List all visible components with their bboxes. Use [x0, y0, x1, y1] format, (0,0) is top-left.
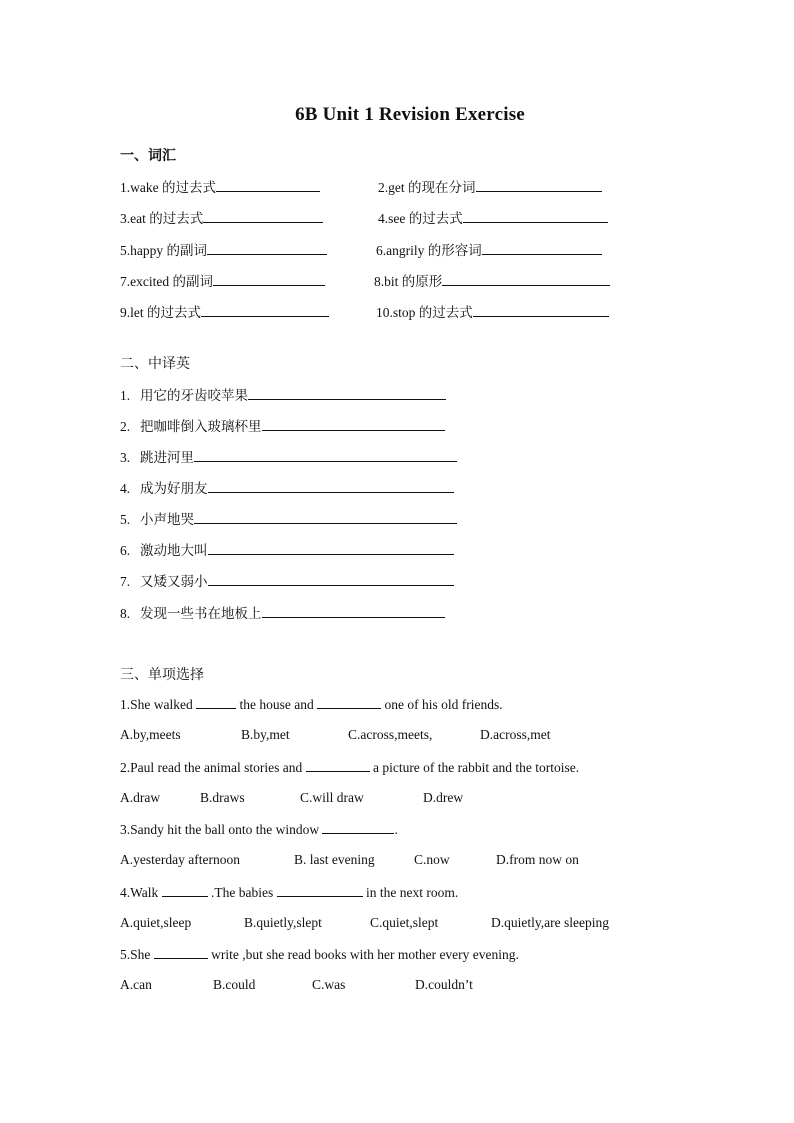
vocab-item-1: 1.wake 的过去式: [120, 176, 320, 196]
vocab-item-5: 5.happy 的副词: [120, 239, 327, 259]
option-5a[interactable]: A.can: [120, 977, 152, 992]
translate-item-3: 3. 跳进河里: [120, 446, 457, 466]
answer-blank[interactable]: [207, 242, 327, 255]
question-5: 5.She write ,but she read books with her mother every evening.: [120, 947, 519, 962]
option-4a[interactable]: A.quiet,sleep: [120, 915, 192, 930]
option-5b[interactable]: B.could: [213, 977, 256, 992]
section-3-heading: 三、单项选择: [120, 667, 204, 683]
option-2d[interactable]: D.drew: [423, 790, 464, 805]
answer-blank[interactable]: [154, 946, 208, 959]
translate-item-2: 2. 把咖啡倒入玻璃杯里: [120, 415, 445, 435]
option-1c[interactable]: C.across,meets,: [348, 727, 433, 742]
translate-item-1: 1. 用它的牙齿咬苹果: [120, 384, 446, 404]
option-3c[interactable]: C.now: [414, 852, 450, 867]
answer-blank[interactable]: [194, 449, 457, 462]
option-5d[interactable]: D.couldn’t: [415, 977, 473, 992]
answer-blank[interactable]: [476, 179, 602, 192]
answer-blank[interactable]: [248, 387, 446, 400]
option-1b[interactable]: B.by,met: [241, 727, 290, 742]
option-4c[interactable]: C.quiet,slept: [370, 915, 439, 930]
vocab-item-2: 2.get 的现在分词: [378, 176, 602, 196]
vocab-item-7: 7.excited 的副词: [120, 270, 325, 290]
question-2: 2.Paul read the animal stories and a picture of the rabbit and the tortoise.: [120, 760, 580, 775]
answer-blank[interactable]: [442, 273, 610, 286]
option-2b[interactable]: B.draws: [200, 790, 245, 805]
option-3b[interactable]: B. last evening: [294, 852, 375, 867]
option-2a[interactable]: A.draw: [120, 790, 161, 805]
option-3a[interactable]: A.yesterday afternoon: [120, 852, 240, 867]
answer-blank[interactable]: [482, 242, 602, 255]
question-3: 3.Sandy hit the ball onto the window .: [120, 822, 398, 837]
vocab-item-9: 9.let 的过去式: [120, 301, 329, 321]
option-4b[interactable]: B.quietly,slept: [244, 915, 322, 930]
question-1: 1.She walked the house and one of his old friends.: [120, 697, 503, 712]
answer-blank[interactable]: [203, 210, 323, 223]
answer-blank[interactable]: [208, 542, 454, 555]
answer-blank[interactable]: [208, 573, 454, 586]
answer-blank[interactable]: [317, 696, 381, 709]
answer-blank[interactable]: [216, 179, 320, 192]
answer-blank[interactable]: [306, 759, 370, 772]
answer-blank[interactable]: [473, 304, 609, 317]
section-1-heading: 一、词汇: [120, 148, 176, 164]
vocab-item-6: 6.angrily 的形容词: [376, 239, 602, 259]
section-2-heading: 二、中译英: [120, 356, 190, 372]
translate-item-4: 4. 成为好朋友: [120, 477, 454, 497]
translate-item-6: 6. 激动地大叫: [120, 539, 454, 559]
answer-blank[interactable]: [162, 884, 208, 897]
option-2c[interactable]: C.will draw: [300, 790, 364, 805]
option-1a[interactable]: A.by,meets: [120, 727, 181, 742]
translate-item-5: 5. 小声地哭: [120, 508, 457, 528]
answer-blank[interactable]: [262, 605, 445, 618]
translate-item-8: 8. 发现一些书在地板上: [120, 602, 445, 622]
answer-blank[interactable]: [463, 210, 608, 223]
answer-blank[interactable]: [201, 304, 329, 317]
question-4: 4.Walk .The babies in the next room.: [120, 885, 459, 900]
answer-blank[interactable]: [208, 480, 454, 493]
answer-blank[interactable]: [196, 696, 236, 709]
option-1d[interactable]: D.across,met: [480, 727, 551, 742]
answer-blank[interactable]: [322, 821, 394, 834]
option-5c[interactable]: C.was: [312, 977, 346, 992]
option-3d[interactable]: D.from now on: [496, 852, 579, 867]
vocab-item-8: 8.bit 的原形: [374, 270, 610, 290]
vocab-item-4: 4.see 的过去式: [378, 207, 608, 227]
vocab-item-3: 3.eat 的过去式: [120, 207, 323, 227]
answer-blank[interactable]: [194, 511, 457, 524]
answer-blank[interactable]: [262, 418, 445, 431]
option-4d[interactable]: D.quietly,are sleeping: [491, 915, 609, 930]
answer-blank[interactable]: [277, 884, 363, 897]
answer-blank[interactable]: [213, 273, 325, 286]
translate-item-7: 7. 又矮又弱小: [120, 570, 454, 590]
vocab-item-10: 10.stop 的过去式: [376, 301, 609, 321]
page-title: 6B Unit 1 Revision Exercise: [295, 104, 525, 125]
